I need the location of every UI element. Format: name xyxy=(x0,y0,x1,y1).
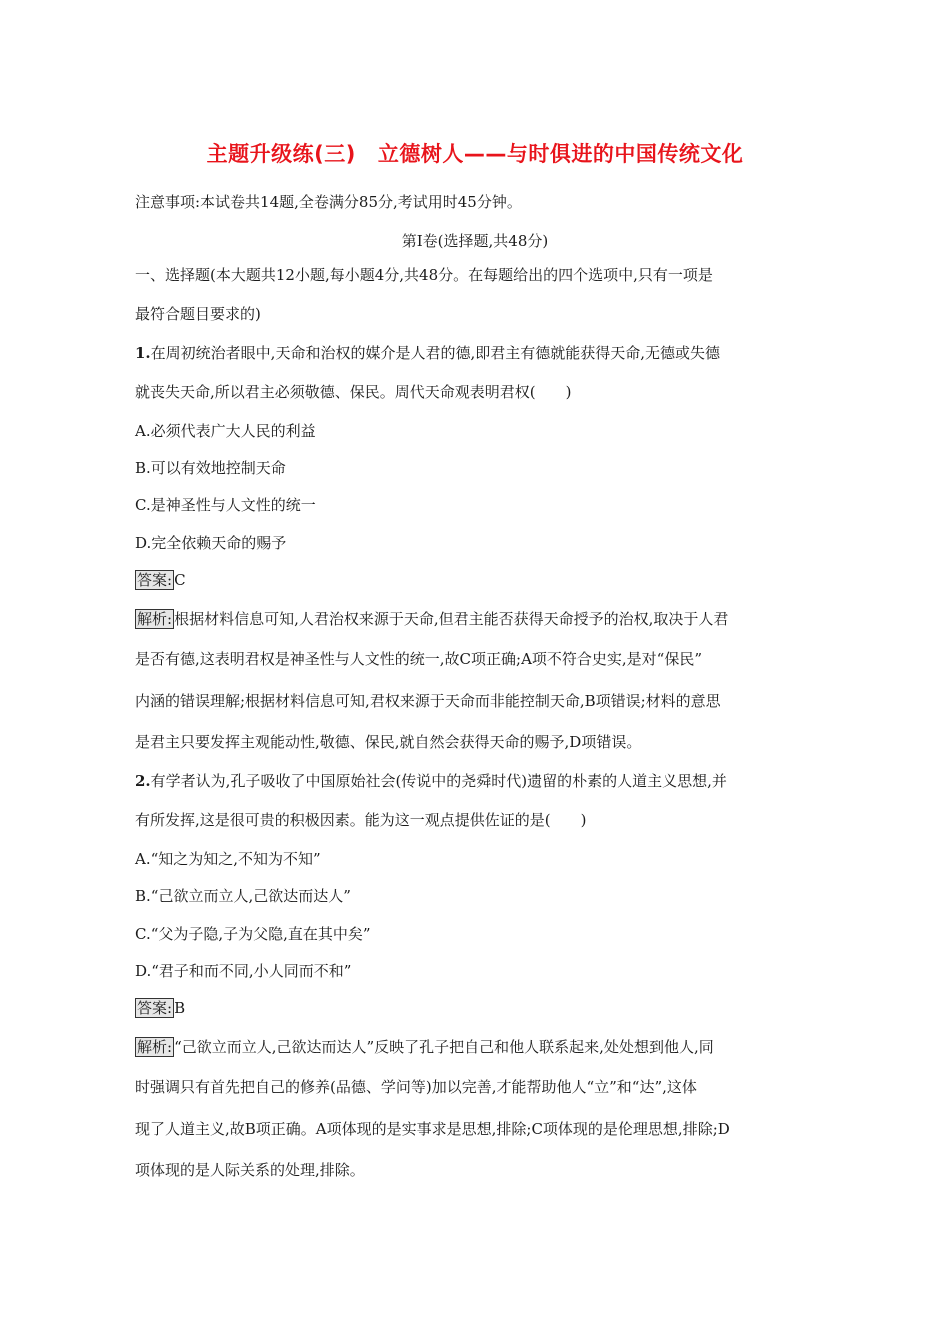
instructions-line-1: 一、选择题(本大题共12小题,每小题4分,共48分。在每题给出的四个选项中,只有一项是 xyxy=(135,266,713,284)
answer-value: B xyxy=(174,999,186,1017)
question-number: 2. xyxy=(135,772,151,790)
question-2-analysis-line-3: 现了人道主义,故B项正确。A项体现的是实事求是思想,排除;C项体现的是伦理思想,排除;D xyxy=(135,1120,730,1138)
instructions-line-2: 最符合题目要求的) xyxy=(135,305,261,323)
question-1-option-c: C.是神圣性与人文性的统一 xyxy=(135,496,316,514)
question-2-option-a: A.“知之为知之,不知为不知” xyxy=(135,850,321,868)
question-2-analysis-line-2: 时强调只有首先把自己的修养(品德、学问等)加以完善,才能帮助他人“立”和“达”,这体 xyxy=(135,1078,697,1096)
question-1-analysis-line-4: 是君主只要发挥主观能动性,敬德、保民,就自然会获得天命的赐予,D项错误。 xyxy=(135,733,642,751)
question-1-answer xyxy=(135,570,186,590)
question-number: 1. xyxy=(135,344,151,362)
question-1-option-d: D.完全依赖天命的赐予 xyxy=(135,534,287,552)
question-2-answer xyxy=(135,998,185,1018)
question-1-stem-line-1: 1.在周初统治者眼中,天命和治权的媒介是人君的德,即君主有德就能获得天命,无德或失德 xyxy=(135,344,720,362)
question-2-analysis-line-1: 解析: “己欲立而立人,己欲达而达人”反映了孔子把自己和他人联系起来,处处想到他人,同 xyxy=(137,1038,714,1056)
title-part-1: 主题升级练(三) xyxy=(206,142,356,166)
answer-label: 答案: xyxy=(137,571,173,589)
analysis-label: 解析: xyxy=(137,1038,173,1056)
notice-text: 注意事项:本试卷共14题,全卷满分85分,考试用时45分钟。 xyxy=(135,193,522,211)
question-1-option-a: A.必须代表广大人民的利益 xyxy=(135,422,316,440)
question-2-stem-line-1: 2.有学者认为,孔子吸收了中国原始社会(传说中的尧舜时代)遗留的朴素的人道主义思想,并 xyxy=(135,772,727,790)
answer-value: C xyxy=(174,571,186,589)
question-1-analysis-line-3: 内涵的错误理解;根据材料信息可知,君权来源于天命而非能控制天命,B项错误;材料的意思 xyxy=(135,692,721,710)
analysis-label: 解析: xyxy=(137,610,173,628)
question-1-analysis-line-1: 解析: 根据材料信息可知,人君治权来源于天命,但君主能否获得天命授予的治权,取决于人君 xyxy=(137,610,729,628)
question-2-analysis-line-4: 项体现的是人际关系的处理,排除。 xyxy=(135,1161,365,1179)
section-heading: 第Ⅰ卷(选择题,共48分) xyxy=(401,232,549,250)
title-part-2: 立德树人——与时俱进的中国传统文化 xyxy=(377,142,744,166)
question-2-option-b: B.“己欲立而立人,己欲达而达人” xyxy=(135,887,351,905)
question-1-stem-line-2: 就丧失天命,所以君主必须敬德、保民。周代天命观表明君权( ) xyxy=(135,383,572,401)
question-2-option-c: C.“父为子隐,子为父隐,直在其中矣” xyxy=(135,925,371,943)
question-2-stem-line-2: 有所发挥,这是很可贵的积极因素。能为这一观点提供佐证的是( ) xyxy=(135,811,587,829)
question-1-analysis-line-2: 是否有德,这表明君权是神圣性与人文性的统一,故C项正确;A项不符合史实,是对“保民” xyxy=(135,650,703,668)
page-title xyxy=(0,138,950,168)
answer-label: 答案: xyxy=(137,999,173,1017)
question-2-option-d: D.“君子和而不同,小人同而不和” xyxy=(135,962,352,980)
question-1-option-b: B.可以有效地控制天命 xyxy=(135,459,286,477)
